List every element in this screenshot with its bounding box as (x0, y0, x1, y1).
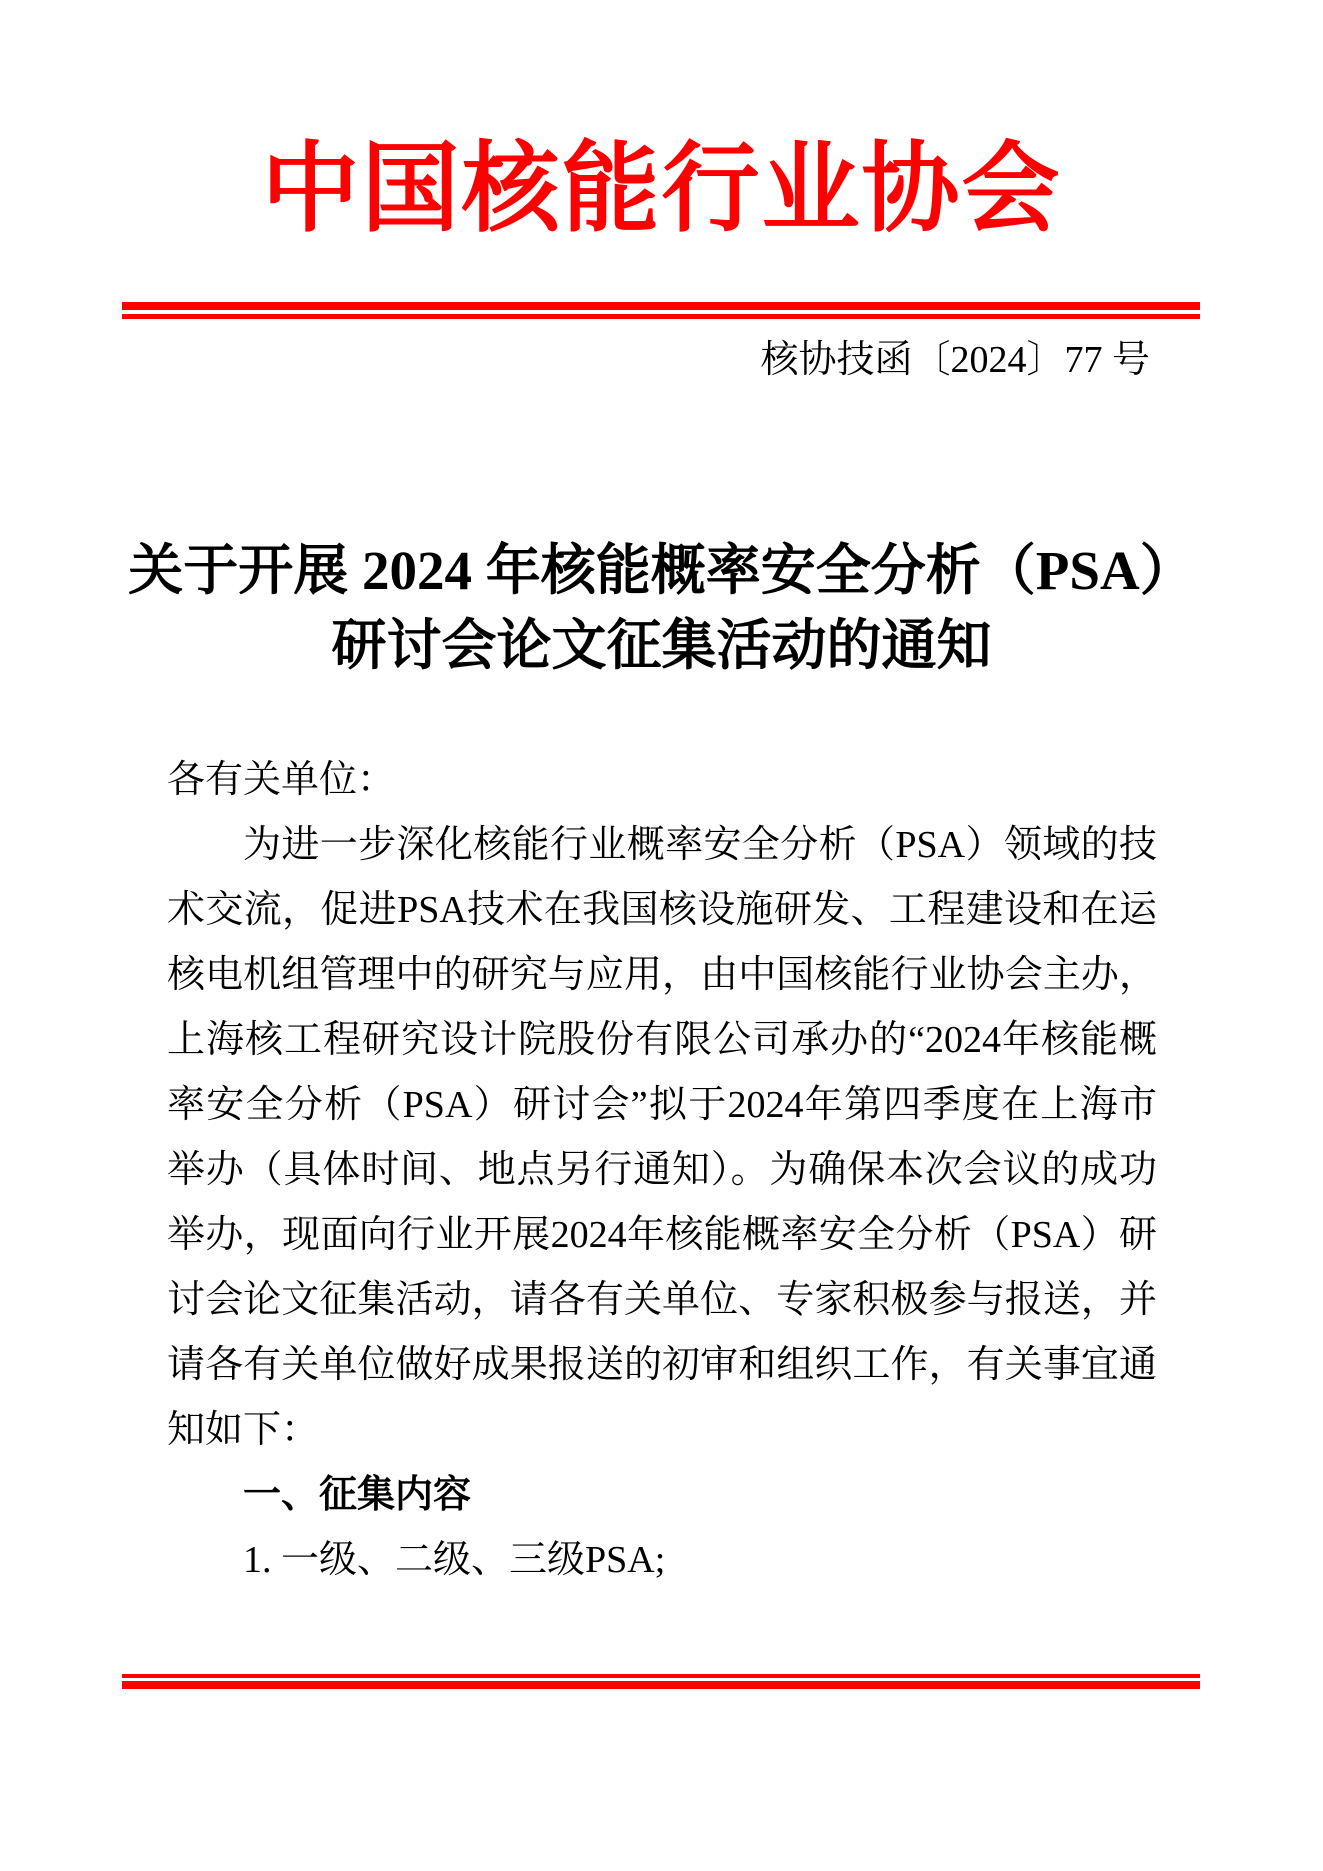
paragraph-line: 率安全分析（PSA）研讨会”拟于2024年第四季度在上海市 (167, 1084, 1157, 1126)
separator-thick-rule (122, 1681, 1200, 1689)
separator-thin-rule (122, 1674, 1200, 1678)
paragraph-line: 核电机组管理中的研究与应用，由中国核能行业协会主办， (167, 954, 1157, 996)
salutation: 各有关单位： (167, 759, 396, 801)
section-heading: 一、征集内容 (243, 1474, 472, 1516)
paragraph-line: 举办，现面向行业开展2024年核能概率安全分析（PSA）研 (167, 1214, 1157, 1256)
paragraph-line: 上海核工程研究设计院股份有限公司承办的“2024年核能概 (167, 1019, 1157, 1061)
paragraph-line: 讨会论文征集活动，请各有关单位、专家积极参与报送，并 (167, 1279, 1157, 1321)
document-body (167, 748, 1157, 1593)
paragraph-line: 举办（具体时间、地点另行通知）。为确保本次会议的成功 (167, 1149, 1157, 1191)
paragraph-line: 知如下： (167, 1409, 320, 1451)
footer-separator (122, 1674, 1200, 1689)
list-item-1: 1. 一级、二级、三级PSA; (243, 1539, 666, 1581)
main-title (0, 533, 1323, 683)
paragraph-line: 为进一步深化核能行业概率安全分析（PSA）领域的技 (243, 824, 1157, 866)
separator-thin-rule (122, 314, 1200, 319)
doc-number: 核协技函〔2024〕77 号 (760, 339, 1150, 381)
letterhead-org-title: 中国核能行业协会 (261, 136, 1062, 244)
separator-thick-rule (122, 302, 1200, 310)
letterhead-separator (122, 302, 1200, 319)
main-title-line-2: 研讨会论文征集活动的通知 (331, 615, 992, 676)
paragraph-line: 请各有关单位做好成果报送的初审和组织工作，有关事宜通 (167, 1344, 1157, 1386)
main-title-line-1: 关于开展 2024 年核能概率安全分析（PSA） (128, 540, 1195, 601)
paragraph-line: 术交流，促进PSA技术在我国核设施研发、工程建设和在运 (167, 889, 1157, 931)
